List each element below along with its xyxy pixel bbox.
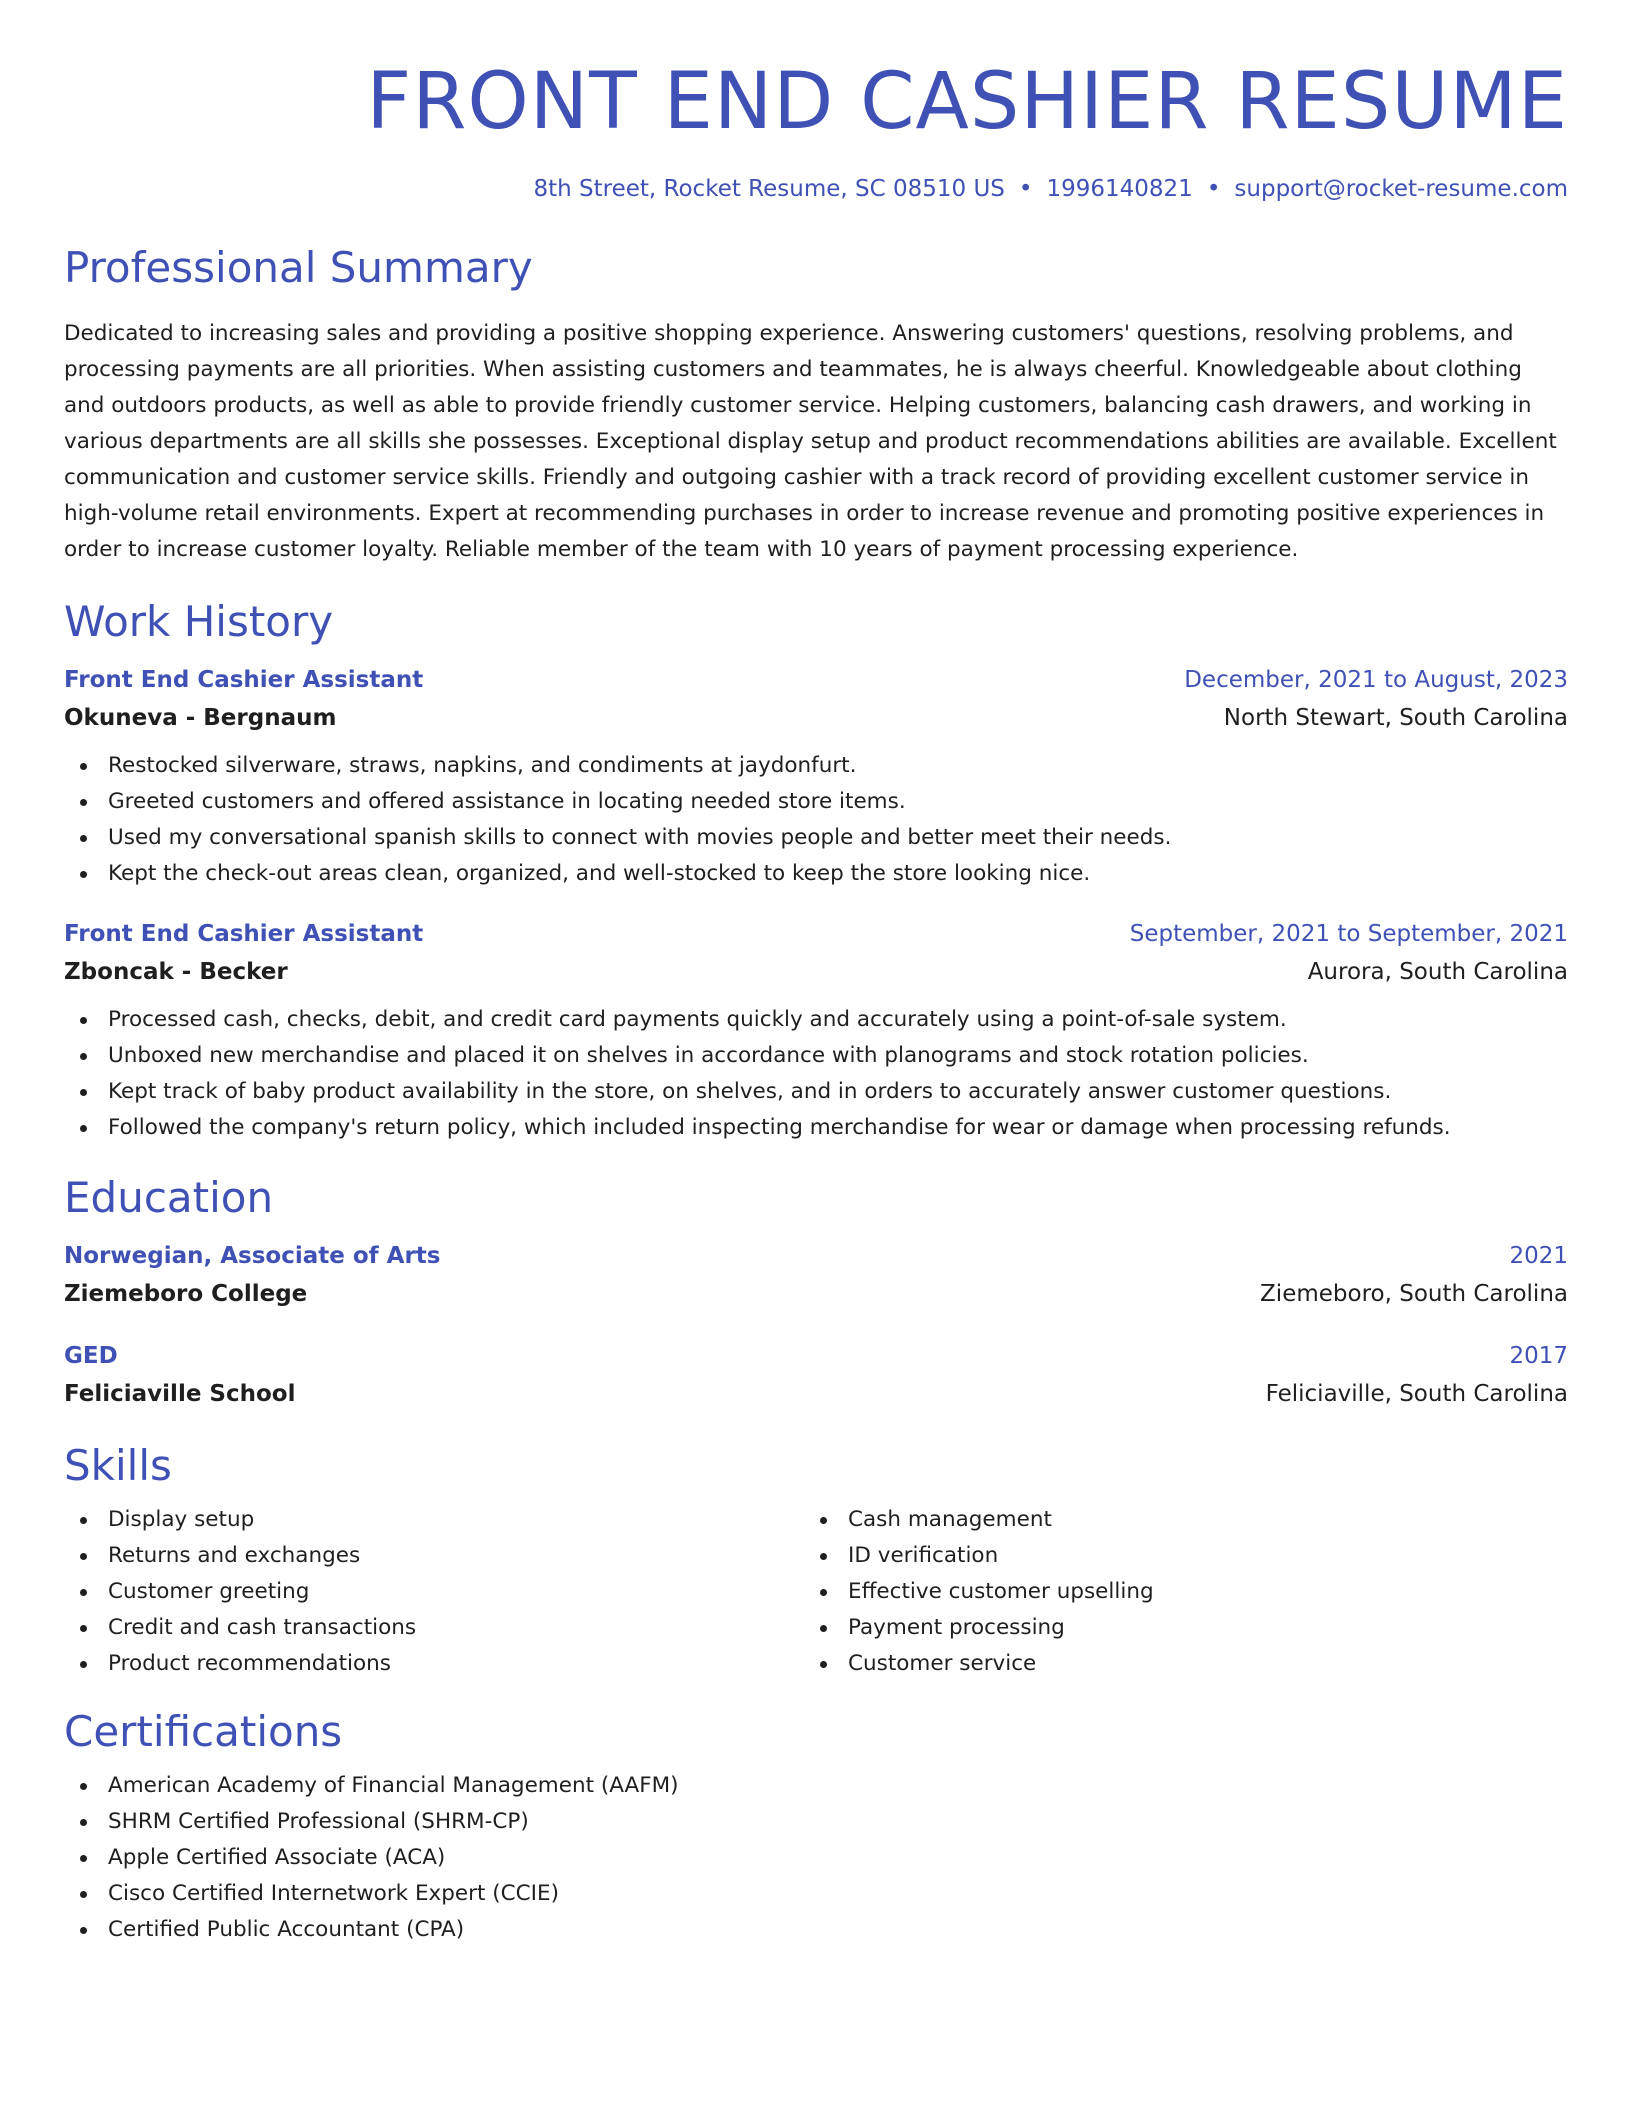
contact-separator: • xyxy=(1018,176,1033,202)
education-degree: GED xyxy=(64,1343,118,1369)
section-title-skills: Skills xyxy=(64,1441,172,1490)
contact-email[interactable]: support@rocket-resume.com xyxy=(1234,176,1568,202)
list-item: Effective customer upselling xyxy=(804,1574,1544,1610)
list-item: American Academy of Financial Management (AAFM) xyxy=(64,1768,1568,1804)
job-location: Aurora, South Carolina xyxy=(1307,959,1568,985)
education-location: Feliciaville, South Carolina xyxy=(1265,1381,1568,1407)
resume-title: FRONT END CASHIER RESUME xyxy=(366,57,1568,147)
list-item: Customer greeting xyxy=(64,1574,804,1610)
list-item: Processed cash, checks, debit, and credit card payments quickly and accurately using a point-of-sale system. xyxy=(64,1002,1568,1038)
list-item: Display setup xyxy=(64,1502,804,1538)
contact-phone: 1996140821 xyxy=(1046,176,1193,202)
education-school: Ziemeboro College xyxy=(64,1281,308,1307)
education-entry xyxy=(64,1338,1568,1414)
list-item: Product recommendations xyxy=(64,1646,804,1682)
list-item: ID verification xyxy=(804,1538,1544,1574)
job-location: North Stewart, South Carolina xyxy=(1223,705,1568,731)
education-entry xyxy=(64,1238,1568,1314)
job-entry xyxy=(64,916,1568,1146)
list-item: Unboxed new merchandise and placed it on shelves in accordance with planograms and stock rotation policies. xyxy=(64,1038,1568,1074)
list-item: Kept track of baby product availability in the store, on shelves, and in orders to accurately answer customer questions. xyxy=(64,1074,1568,1110)
list-item: Kept the check-out areas clean, organized, and well-stocked to keep the store looking nice. xyxy=(64,856,1568,892)
job-dates: September, 2021 to September, 2021 xyxy=(1129,921,1568,947)
list-item: Greeted customers and offered assistance in locating needed store items. xyxy=(64,784,1568,820)
list-item: Payment processing xyxy=(804,1610,1544,1646)
job-company: Zboncak - Becker xyxy=(64,959,288,985)
list-item: Cash management xyxy=(804,1502,1544,1538)
education-year: 2017 xyxy=(1509,1343,1568,1369)
certifications-list xyxy=(64,1768,1568,1948)
job-dates: December, 2021 to August, 2023 xyxy=(1184,667,1568,693)
list-item: Credit and cash transactions xyxy=(64,1610,804,1646)
job-bullets xyxy=(64,1002,1568,1146)
list-item: Returns and exchanges xyxy=(64,1538,804,1574)
section-title-work-history: Work History xyxy=(64,597,334,646)
job-entry xyxy=(64,662,1568,892)
job-role: Front End Cashier Assistant xyxy=(64,667,424,693)
education-location: Ziemeboro, South Carolina xyxy=(1260,1281,1568,1307)
list-item: Apple Certified Associate (ACA) xyxy=(64,1840,1568,1876)
section-title-certifications: Certifications xyxy=(64,1707,343,1756)
contact-separator: • xyxy=(1206,176,1221,202)
education-year: 2021 xyxy=(1509,1243,1568,1269)
skills-list-left xyxy=(64,1502,804,1682)
list-item: Cisco Certified Internetwork Expert (CCIE) xyxy=(64,1876,1568,1912)
list-item: SHRM Certified Professional (SHRM-CP) xyxy=(64,1804,1568,1840)
job-company: Okuneva - Bergnaum xyxy=(64,705,337,731)
job-role: Front End Cashier Assistant xyxy=(64,921,424,947)
section-title-education: Education xyxy=(64,1173,274,1222)
list-item: Customer service xyxy=(804,1646,1544,1682)
list-item: Certified Public Accountant (CPA) xyxy=(64,1912,1568,1948)
list-item: Followed the company's return policy, which included inspecting merchandise for wear or damage when processing refunds. xyxy=(64,1110,1568,1146)
list-item: Restocked silverware, straws, napkins, and condiments at jaydonfurt. xyxy=(64,748,1568,784)
contact-address: 8th Street, Rocket Resume, SC 08510 US xyxy=(533,176,1005,202)
contact-line xyxy=(64,174,1568,204)
skills-grid xyxy=(64,1502,1568,1682)
education-school: Feliciaville School xyxy=(64,1381,296,1407)
summary-text: Dedicated to increasing sales and providing a positive shopping experience. Answering customers' questions, resolving problems, and processing payments are all priorities. When assisting customers and teammates, he is always cheerful. Knowledgeable about clothing and outdoors products, as well as able to provide friendly customer service. Helping customers, balancing cash drawers, and working in various departments are all skills she possesses. Exceptional display setup and product recommendations abilities are available. Excellent communication and customer service skills. Friendly and outgoing cashier with a track record of providing excellent customer service in high-volume retail environments. Expert at recommending purchases in order to increase revenue and promoting positive experiences in order to increase customer loyalty. Reliable member of the team with 10 years of payment processing experience. xyxy=(64,321,1557,562)
job-bullets xyxy=(64,748,1568,892)
education-degree: Norwegian, Associate of Arts xyxy=(64,1243,441,1269)
skills-list-right xyxy=(804,1502,1544,1682)
list-item: Used my conversational spanish skills to connect with movies people and better meet their needs. xyxy=(64,820,1568,856)
section-title-summary: Professional Summary xyxy=(64,243,533,292)
